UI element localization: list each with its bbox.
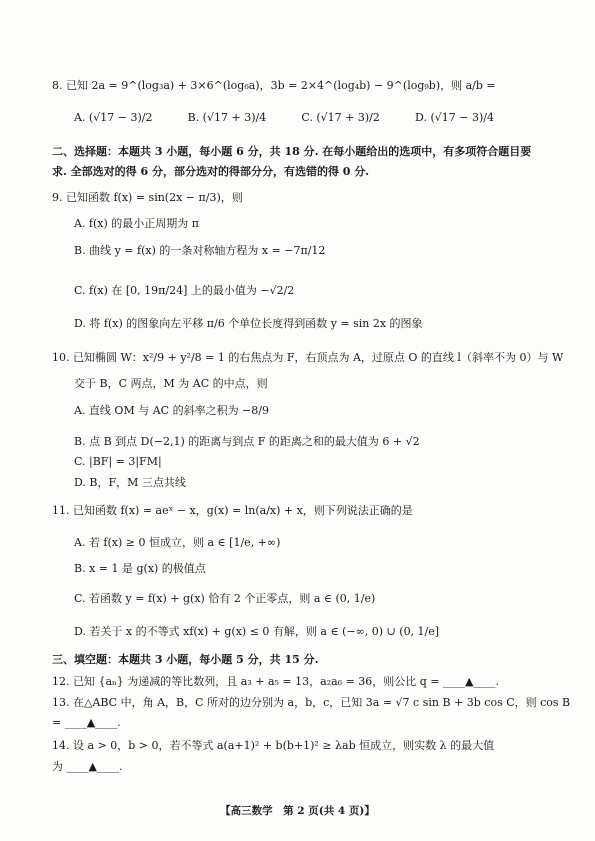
q13-line1: 13. 在△ABC 中，角 A，B，C 所对的边分别为 a，b，c，已知 3a = √7 c sin B + 3b cos C，则 cos B — [52, 696, 571, 709]
q9-option-b: B. 曲线 y = f(x) 的一条对称轴方程为 x = −7π/12 — [74, 244, 326, 257]
q8-option-d: D. (√17 − 3)/4 — [415, 111, 494, 124]
page-footer: 【高三数学 第 2 页(共 4 页)】 — [220, 805, 375, 817]
q10-stem: 10. 已知椭圆 W：x²/9 + y²/8 = 1 的右焦点为 F，右顶点为 A，过原点 O 的直线 l（斜率不为 0）与 W — [52, 351, 564, 364]
q10-option-d: D. B，F，M 三点共线 — [74, 476, 186, 489]
q11-option-b: B. x = 1 是 g(x) 的极值点 — [74, 562, 206, 575]
q10-option-a: A. 直线 OM 与 AC 的斜率之积为 −8/9 — [74, 404, 269, 417]
q10-option-b: B. 点 B 到点 D(−2,1) 的距离与到点 F 的距离之和的最大值为 6 + √2 — [74, 435, 420, 448]
q11-option-a: A. 若 f(x) ≥ 0 恒成立，则 a ∈ [1/e, +∞) — [74, 536, 281, 549]
q9-stem: 9. 已知函数 f(x) = sin(2x − π/3)，则 — [52, 191, 243, 204]
section3-heading: 三、填空题：本题共 3 小题，每小题 5 分，共 15 分. — [52, 653, 319, 666]
q14-line2: 为 ____▲____. — [52, 760, 123, 773]
q8-option-c: C. (√17 + 3)/2 — [301, 111, 380, 124]
q11-option-c: C. 若函数 y = f(x) + g(x) 恰有 2 个正零点，则 a ∈ (0, 1/e) — [74, 592, 376, 605]
q13-line2: = ____▲____. — [52, 716, 121, 729]
section2-heading-cont: 求. 全部选对的得 6 分，部分选对的得部分分，有选错的得 0 分. — [52, 165, 370, 178]
q10-stem-cont: 交于 B，C 两点，M 为 AC 的中点，则 — [74, 377, 268, 390]
q11-stem: 11. 已知函数 f(x) = aeˣ − x，g(x) = ln(a/x) + x，则下列说法正确的是 — [52, 504, 413, 517]
q10-option-c: C. |BF| = 3|FM| — [74, 455, 162, 468]
section2-heading: 二、选择题：本题共 3 小题，每小题 6 分，共 18 分. 在每小题给出的选项中，有多项符合题目要 — [52, 145, 532, 158]
q9-option-c: C. f(x) 在 [0, 19π/24] 上的最小值为 −√2/2 — [74, 284, 295, 297]
q9-option-a: A. f(x) 的最小正周期为 π — [74, 217, 200, 230]
q8-options — [74, 112, 494, 123]
q8-option-a: A. (√17 − 3)/2 — [74, 111, 153, 124]
q8-stem: 8. 已知 2a = 9^(log₃a) + 3×6^(log₆a)，3b = 2×4^(log₄b) − 9^(log₉b)，则 a/b = — [52, 79, 496, 92]
q12: 12. 已知 {aₙ} 为递减的等比数列，且 a₃ + a₅ = 13，a₂a₆ = 36，则公比 q = ____▲____. — [52, 675, 499, 688]
q8-option-b: B. (√17 + 3)/4 — [187, 111, 267, 124]
q9-option-d: D. 将 f(x) 的图象向左平移 π/6 个单位长度得到函数 y = sin 2x 的图象 — [74, 317, 423, 330]
q14-line1: 14. 设 a > 0，b > 0，若不等式 a(a+1)² + b(b+1)² ≥ λab 恒成立，则实数 λ 的最大值 — [52, 739, 495, 752]
q11-option-d: D. 若关于 x 的不等式 xf(x) + g(x) ≤ 0 有解，则 a ∈ (−∞, 0) ∪ (0, 1/e] — [74, 625, 440, 638]
